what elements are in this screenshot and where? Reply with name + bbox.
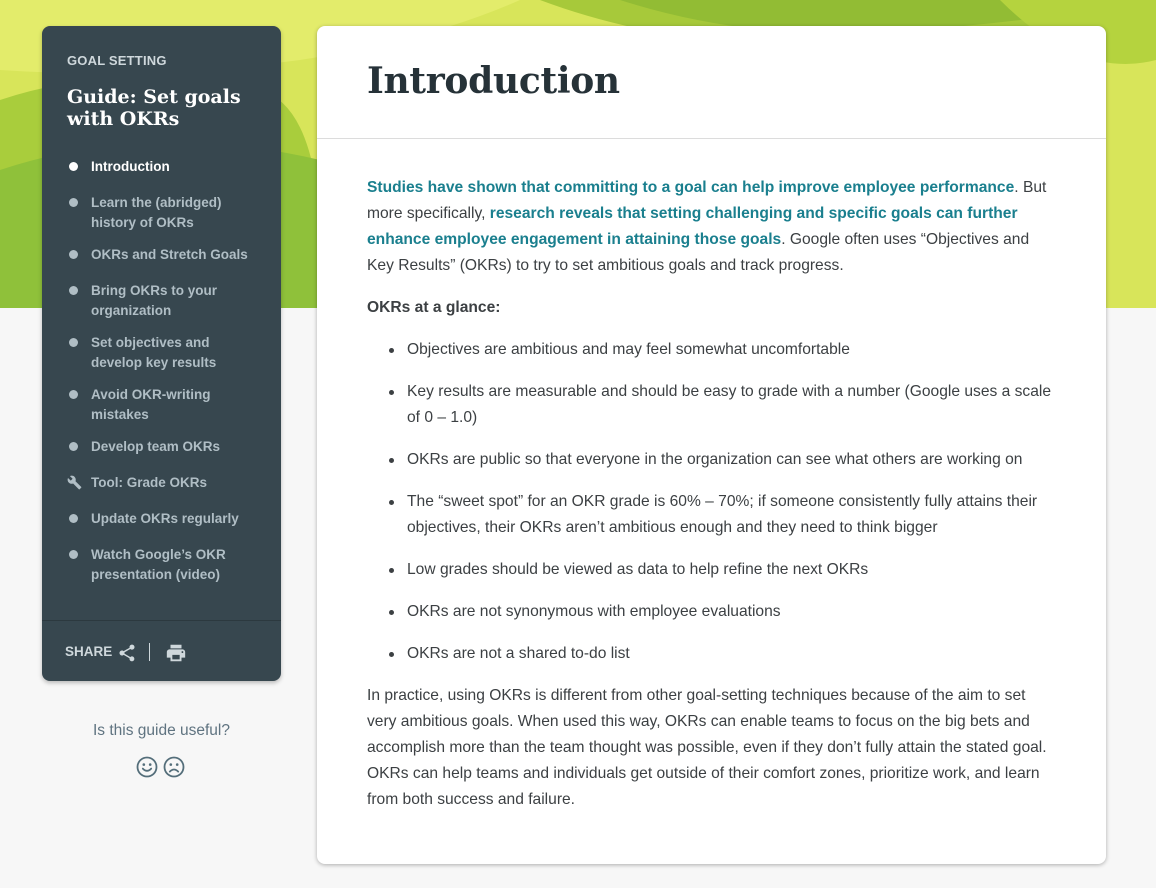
intro-text-1: . But more specifically, <box>367 179 1047 222</box>
bullet-icon <box>69 550 78 559</box>
list-item: The “sweet spot” for an OKR grade is 60% – 70%; if someone consistently fully attains their objectives, their OKRs aren’t ambitious enough and they need to think bigger <box>407 489 1057 541</box>
bullet-icon <box>69 250 78 259</box>
studies-link[interactable]: Studies have shown that committing to a goal can help improve employee performance <box>367 179 1015 196</box>
guide-sidebar <box>42 26 281 681</box>
toc-item-label: Develop team OKRs <box>91 439 221 454</box>
toc-item-label: Watch Google’s OKR presentation (video) <box>91 547 226 582</box>
bullet-icon <box>69 286 78 295</box>
frown-icon[interactable] <box>163 756 185 783</box>
share-button[interactable]: SHARE <box>65 644 113 659</box>
list-item: OKRs are public so that everyone in the organization can see what others are working on <box>407 447 1057 473</box>
list-item: Key results are measurable and should be easy to grade with a number (Google uses a scale of 0 – 1.0) <box>407 379 1057 431</box>
bullet-icon <box>69 198 78 207</box>
sidebar-divider <box>42 620 281 621</box>
toc-item-label: OKRs and Stretch Goals <box>91 247 248 262</box>
list-item: OKRs are not a shared to-do list <box>407 641 1057 667</box>
intro-paragraph <box>367 175 1057 279</box>
smile-icon[interactable] <box>136 756 158 783</box>
article-body <box>367 175 1057 813</box>
research-link[interactable]: research reveals that setting challenging and specific goals can further enhance employee engagement in attaining those goals <box>367 205 1018 248</box>
okr-bullet-list <box>367 337 1057 667</box>
toc-item-label: Learn the (abridged) history of OKRs <box>91 195 222 230</box>
toc-item-label: Avoid OKR-writing mistakes <box>91 387 211 422</box>
title-divider <box>317 138 1106 139</box>
toc-item-label: Update OKRs regularly <box>91 511 239 526</box>
print-icon[interactable] <box>165 642 187 664</box>
glance-heading: OKRs at a glance: <box>367 299 501 316</box>
guide-category: GOAL SETTING <box>67 53 167 68</box>
guide-feedback <box>42 722 281 740</box>
share-icon[interactable] <box>117 642 137 664</box>
bullet-icon <box>69 162 78 171</box>
share-separator <box>149 643 150 661</box>
feedback-icons <box>136 756 188 778</box>
toc-item-label: Tool: Grade OKRs <box>91 475 208 490</box>
content-card <box>317 26 1106 864</box>
intro-text-2: . Google often uses “Objectives and Key Results” (OKRs) to try to set ambitious goals and track progress. <box>367 231 1030 274</box>
toc-item-label: Set objectives and develop key results <box>91 335 217 370</box>
list-item: Low grades should be viewed as data to help refine the next OKRs <box>407 557 1057 583</box>
feedback-question: Is this guide useful? <box>92 722 230 739</box>
bullet-icon <box>69 338 78 347</box>
bullet-icon <box>69 390 78 399</box>
list-item: Objectives are ambitious and may feel somewhat uncomfortable <box>407 337 1057 363</box>
page-title: Introduction <box>367 60 620 102</box>
guide-title: Guide: Set goals with OKRs <box>67 86 241 130</box>
bullet-icon <box>69 514 78 523</box>
bullet-icon <box>69 442 78 451</box>
toc-item-label: Introduction <box>91 159 170 174</box>
list-item: OKRs are not synonymous with employee evaluations <box>407 599 1057 625</box>
practice-paragraph: In practice, using OKRs is different from other goal-setting techniques because of the aim to set very ambitious goals. When used this way, OKRs can enable teams to focus on the big bets and accomplish more than the team thought was possible, even if they don’t fully attain the stated goal. OKRs can help teams and individuals get outside of their comfort zones, prioritize work, and learn from both success and failure. <box>367 687 1047 808</box>
toc-item-label: Bring OKRs to your organization <box>91 283 218 318</box>
wrench-icon <box>67 475 82 490</box>
